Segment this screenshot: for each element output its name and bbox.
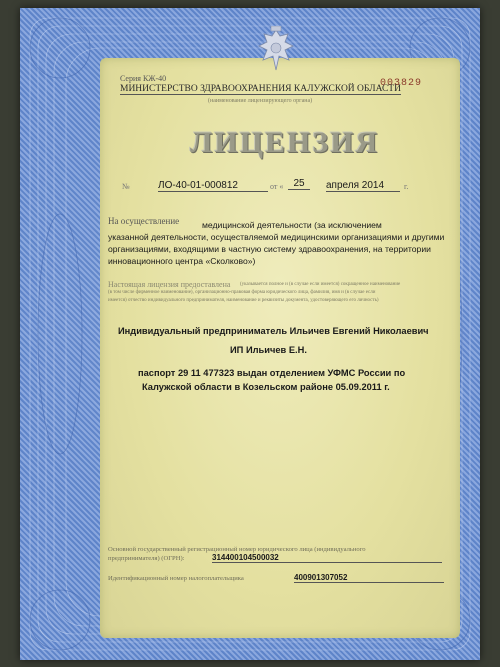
granted-caption: (указывается полное и (в случае если имеется) сокращенное наименование — [240, 282, 401, 287]
series-label: Серия КЖ-40 — [120, 74, 167, 83]
granted-label: Настоящая лицензия предоставлена — [108, 280, 231, 289]
holder-name: Индивидуальный предприниматель Ильичев Евгений Николаевич — [118, 326, 429, 336]
holder-passport: паспорт 29 11 477323 выдан отделением УФМС России по — [138, 368, 406, 378]
issuer-caption: (наименование лицензирующего органа) — [208, 98, 313, 104]
activity-line: указанной деятельности, осуществляемой медицинскими организациями и другими — [108, 232, 445, 242]
number-prefix: № — [122, 182, 130, 191]
ogrn-value: 314400104500032 — [212, 553, 442, 563]
issuer-name: МИНИСТЕРСТВО ЗДРАВООХРАНЕНИЯ КАЛУЖСКОЙ ОБЛАСТИ — [120, 84, 401, 94]
ogrn-label: предпринимателя) (ОГРН): — [108, 555, 185, 562]
holder-passport: Калужской области в Козельском районе 05.09.2011 г. — [142, 382, 390, 392]
activity-line: организациями, входящими в частную систему здравоохранения, на территории — [108, 244, 431, 254]
inn-value: 400901307052 — [294, 573, 444, 583]
granted-caption: (в том числе фирменное наименование), организационно-правовая форма юридического лица, фамилия, имя и (в случае если — [108, 290, 376, 295]
granted-caption: имеется) отчество индивидуального предпринимателя, наименование и реквизиты документа, удостоверяющего его личность) — [108, 298, 379, 303]
coat-of-arms-icon — [255, 26, 297, 76]
document-title: ЛИЦЕНЗИЯ — [190, 126, 380, 159]
date-day: 25 — [288, 178, 310, 190]
activity-label: На осуществление — [108, 216, 180, 226]
date-month-year: апреля 2014 — [326, 180, 400, 192]
activity-line: инновационного центра «Сколково») — [108, 256, 256, 266]
license-sheet — [20, 8, 480, 660]
date-prefix: от « — [270, 182, 284, 191]
date-suffix: г. — [404, 182, 409, 191]
activity-line: медицинской деятельности (за исключением — [202, 220, 382, 230]
license-number: ЛО-40-01-000812 — [158, 180, 268, 192]
blank-number: 003829 — [380, 78, 423, 89]
inn-label: Идентификационный номер налогоплательщика — [108, 575, 244, 582]
ogrn-label: Основной государственный регистрационный номер юридического лица (индивидуального — [108, 546, 366, 553]
holder-short-name: ИП Ильичев Е.Н. — [230, 345, 307, 355]
